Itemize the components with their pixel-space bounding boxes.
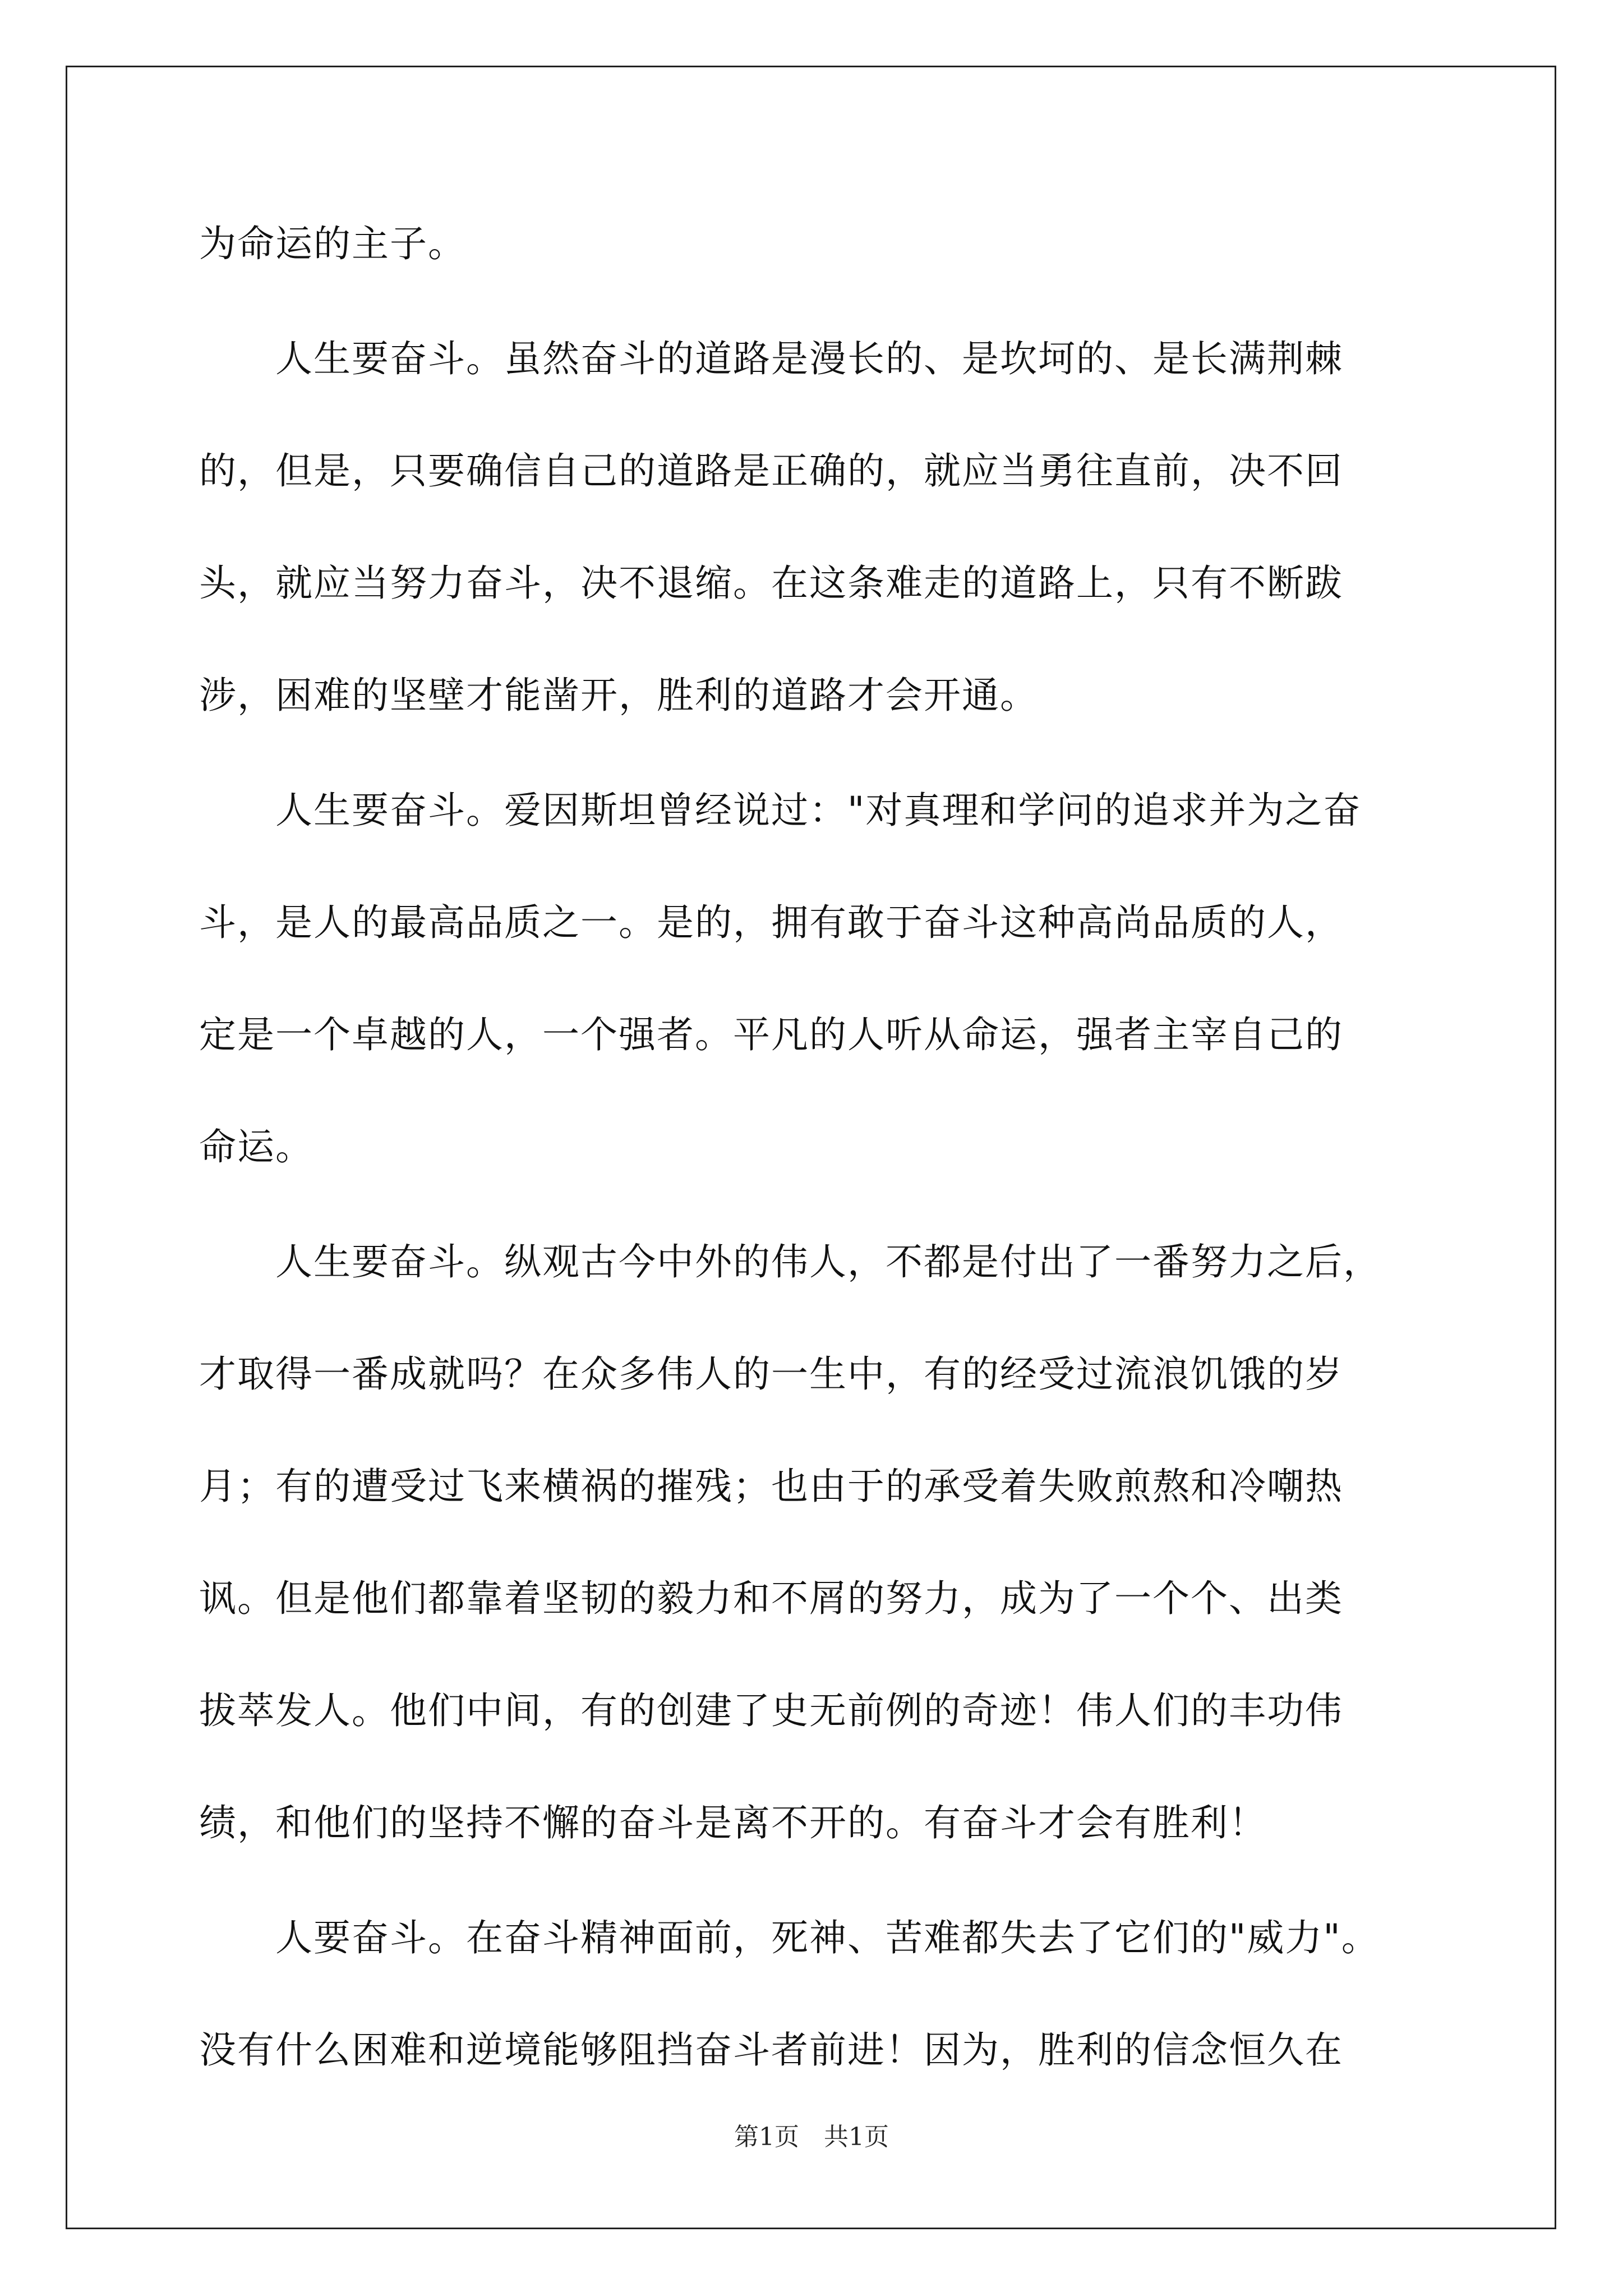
text-line: 讽。但是他们都靠着坚韧的毅力和不屑的努力，成为了一个个、出类: [199, 1577, 1343, 1620]
text-line: 人生要奋斗。虽然奋斗的道路是漫长的、是坎坷的、是长满荆棘: [199, 337, 1343, 380]
text-line: 月；有的遭受过飞来横祸的摧残；也由于的承受着失败煎熬和冷嘲热: [199, 1465, 1343, 1508]
text-line: 人生要奋斗。纵观古今中外的伟人，不都是付出了一番努力之后，: [199, 1240, 1381, 1283]
text-line: 才取得一番成就吗？在众多伟人的一生中，有的经受过流浪饥饿的岁: [199, 1352, 1343, 1396]
text-line: 没有什么困难和逆境能够阻挡奋斗者前进！因为，胜利的信念恒久在: [199, 2028, 1343, 2072]
text-line: 人要奋斗。在奋斗精神面前，死神、苦难都失去了它们的"威力"。: [199, 1916, 1380, 1959]
text-line: 涉，困难的坚壁才能凿开，胜利的道路才会开通。: [199, 674, 1038, 717]
text-line: 命运。: [199, 1125, 313, 1168]
text-line: 的，但是，只要确信自己的道路是正确的，就应当勇往直前，决不回: [199, 449, 1343, 493]
text-line: 拔萃发人。他们中间，有的创建了史无前例的奇迹！伟人们的丰功伟: [199, 1689, 1343, 1732]
text-line: 定是一个卓越的人，一个强者。平凡的人听从命运，强者主宰自己的: [199, 1013, 1343, 1056]
text-line: 头，就应当努力奋斗，决不退缩。在这条难走的道路上，只有不断跋: [199, 562, 1343, 605]
text-line: 绩，和他们的坚持不懈的奋斗是离不开的。有奋斗才会有胜利！: [199, 1801, 1267, 1844]
text-line: 为命运的主子。: [199, 222, 466, 265]
text-line: 人生要奋斗。爱因斯坦曾经说过："对真理和学问的追求并为之奋: [199, 789, 1362, 832]
text-line: 斗，是人的最高品质之一。是的，拥有敢于奋斗这种高尚品质的人，: [199, 901, 1343, 944]
page-number-footer: 第1页 共1页: [734, 2123, 889, 2151]
